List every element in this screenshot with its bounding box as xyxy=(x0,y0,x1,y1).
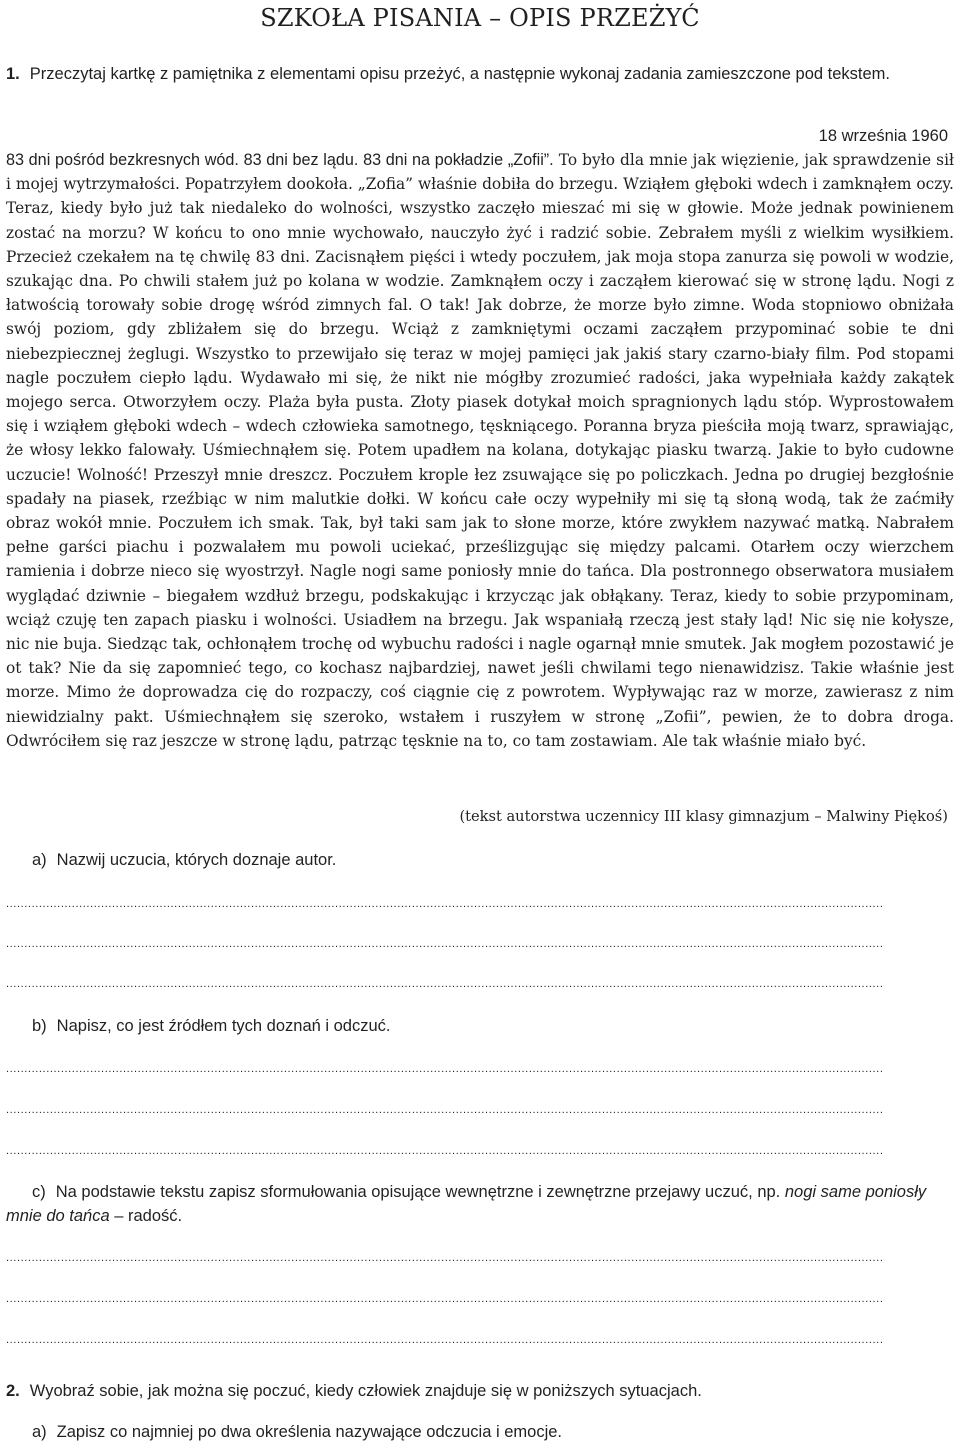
diary-sentence: Popatrzyłem dookoła. xyxy=(184,175,353,194)
task-text: Na podstawie tekstu zapisz sformułowania opisujące wewnętrzne i zewnętrzne przejawy uczuć, np. xyxy=(55,1183,781,1201)
diary-sentence: Może jednak powinienem zostać na morzu? xyxy=(6,199,954,242)
task-letter: c) xyxy=(32,1183,46,1201)
diary-sentence: Tak, był taki sam jak to słone morze, które zwykłem nazywać matką. xyxy=(320,514,870,533)
diary-sentence: Zamknąłem oczy i zacząłem kierować się w stronę lądu. xyxy=(450,272,897,291)
diary-sentence: W końcu to ono mnie wychowało, nauczyło żyć i radzić sobie. xyxy=(152,223,652,242)
diary-sentence: Jak dobrze, że morze było zimne. xyxy=(477,296,745,315)
diary-sentence: Nabrałem pełne garści piachu i pozwalałem mu powoli uciekać, prześlizgując się między palcami. xyxy=(6,514,954,557)
diary-sentence: Po chwili stałem już po kolana w wodzie. xyxy=(118,272,445,291)
exercise-2-instruction xyxy=(6,1379,946,1403)
diary-sentence: Wydawało mi się, że nikt nie mógłby zrozumieć radości, jaka wypełniała każdy zakątek mojego serca. xyxy=(6,368,954,412)
answer-line[interactable]: ................................................................................................................................................................................................................................................ xyxy=(6,899,884,909)
diary-sentence: Dla postronnego obserwatora musiałem wyglądać dziwnie – biegałem wzdłuż brzegu, podskakując i krzycząc jak obłąkany. xyxy=(6,562,954,605)
exercise-1-instruction xyxy=(6,62,946,86)
page-title: SZKOŁA PISANIA – OPIS PRZEŻYĆ xyxy=(260,4,700,32)
diary-sentence: Wyprostowałem się i wziąłem głęboki wdech – wdech człowieka samotnego, tęskniącego. xyxy=(6,393,954,436)
diary-sentence: Jakie to było cudowne uczucie! xyxy=(6,441,954,484)
task-letter: b) xyxy=(32,1017,47,1035)
author-note: (tekst autorstwa uczennicy III klasy gimnazjum – Malwiny Piękoś) xyxy=(459,808,948,825)
diary-sentence: Uśmiechnąłem się szeroko, wstałem i ruszyłem w stronę „Zofii”, pewien, że to dobra droga. xyxy=(164,707,954,726)
answer-line[interactable]: ................................................................................................................................................................................................................................................ xyxy=(6,979,884,989)
diary-sentence: Nogi z łatwością torowały sobie drogę wśród zimnych fal. xyxy=(6,272,954,315)
diary-sentence: Nagle nogi same poniosły mnie do tańca. xyxy=(309,562,635,581)
answer-line[interactable]: ................................................................................................................................................................................................................................................ xyxy=(6,1146,884,1156)
diary-sentence: Woda stopniowo obniżała swój poziom, gdy zbliżałem się do brzegu. xyxy=(6,296,954,339)
diary-sentence: Przecież czekałem na tę chwilę 83 dni. xyxy=(6,247,310,266)
diary-date: 18 września 1960 xyxy=(818,127,948,145)
diary-text xyxy=(6,148,954,753)
diary-sentence: Jak wspaniałą rzeczą jest stały ląd! xyxy=(513,610,794,629)
diary-sentence: Jedna po drugiej bezgłośnie spadały na piasek, rzeźbiąc w nim malutkie dołki. xyxy=(6,465,954,508)
task-b xyxy=(6,1014,954,1038)
diary-sentence: Wciąż z zamkniętymi oczami zacząłem przypominać sobie te dni niebezpiecznej żeglugi. xyxy=(6,320,954,363)
diary-sentence: 83 dni pośród bezkresnych wód. 83 dni bez lądu. 83 dni na pokładzie „Zofii”. xyxy=(6,151,554,169)
diary-sentence: Otworzyłem oczy. xyxy=(123,393,262,412)
diary-sentence: To było dla mnie jak więzienie, jak sprawdzenie sił i mojej wytrzymałości. xyxy=(6,151,954,194)
answer-line[interactable]: ................................................................................................................................................................................................................................................ xyxy=(6,1335,884,1345)
diary-sentence: Poczułem krople łez zsuwające się po policzkach. xyxy=(338,465,729,484)
diary-sentence: Usiadłem na brzegu. xyxy=(343,610,508,629)
answer-line[interactable]: ................................................................................................................................................................................................................................................ xyxy=(6,1253,884,1263)
diary-sentence: O tak! xyxy=(419,296,471,315)
task-a xyxy=(6,848,954,872)
diary-sentence: Wziąłem głęboki wdech i zamknąłem oczy. xyxy=(623,175,954,194)
task-c xyxy=(6,1180,954,1228)
answer-line[interactable]: ................................................................................................................................................................................................................................................ xyxy=(6,1064,884,1074)
diary-sentence: Wolność! xyxy=(77,465,149,484)
exercise-1-number: 1. xyxy=(6,65,20,83)
diary-sentence: Mimo że doprowadza cię do rozpaczy, coś ciągnie cię z powrotem. xyxy=(66,683,606,702)
diary-sentence: Nie da się zapomnieć tego, co kochasz najbardziej, nawet jeśli chwilami tego nienawidzisz. xyxy=(68,659,805,678)
exercise-2-text: Wyobraź sobie, jak można się poczuć, kiedy człowiek znajduje się w poniższych sytuacjach. xyxy=(29,1382,702,1400)
diary-sentence: Teraz, kiedy to sobie przypominam, wciąż czuję ten zapach piasku i wolności. xyxy=(6,586,954,629)
diary-sentence: Przeszył mnie dreszcz. xyxy=(153,465,333,484)
task-text: Zapisz co najmniej po dwa określenia nazywające odczucia i emocje. xyxy=(56,1423,563,1441)
diary-sentence: Poczułem ich smak. xyxy=(158,514,315,533)
diary-sentence: „Zofia” właśnie dobiła do brzegu. xyxy=(357,175,619,194)
task-example: nogi same poniosły mnie do tańca xyxy=(6,1183,927,1225)
task-text: Nazwij uczucia, których doznaje autor. xyxy=(56,851,337,869)
diary-sentence: Wypływając raz w morze, zawierasz z nim niewidzialny pakt. xyxy=(6,683,954,726)
diary-sentence: Zacisnąłem pięści i wtedy poczułem, jak moja stopa zanurza się powoli w wodzie, szukając dna. xyxy=(6,247,955,291)
answer-line[interactable]: ................................................................................................................................................................................................................................................ xyxy=(6,1294,884,1304)
exercise-2-number: 2. xyxy=(6,1382,20,1400)
answer-line[interactable]: ................................................................................................................................................................................................................................................ xyxy=(6,1105,884,1115)
task-letter: a) xyxy=(32,851,47,869)
diary-sentence: W końcu całe oczy wypełniły mi się tą słoną wodą, tak że zaćmiły obraz wokół mnie. xyxy=(6,489,954,533)
exercise-2-task-a xyxy=(6,1420,954,1444)
diary-sentence: Wszystko to przewijało się teraz w mojej pamięci jak jakiś stary czarno-biały film. xyxy=(195,344,851,363)
diary-sentence: Takie właśnie jest morze. xyxy=(6,659,954,702)
task-example-tail: – radość. xyxy=(114,1207,183,1225)
diary-sentence: Plaża była pusta. xyxy=(268,393,404,412)
diary-sentence: Pod stopami nagle poczułem ciepło lądu. xyxy=(6,344,954,387)
diary-sentence: Otarłem oczy wierzchem ramienia i dobrze nieco się wyostrzył. xyxy=(6,538,954,581)
diary-sentence: Nic się nie kołysze, nic nie buja. xyxy=(6,610,954,654)
diary-sentence: Ale tak właśnie miało być. xyxy=(662,731,867,750)
diary-sentence: Jak mogłem pozostawić je ot tak? xyxy=(6,635,954,678)
diary-sentence: Uśmiechnąłem się. xyxy=(202,441,352,460)
diary-sentence: Poranna bryza pieściła moją twarz, sprawiając, że włosy lekko falowały. xyxy=(6,417,954,460)
task-text: Napisz, co jest źródłem tych doznań i odczuć. xyxy=(56,1017,391,1035)
task-letter: a) xyxy=(32,1423,47,1441)
diary-sentence: Odwróciłem się raz jeszcze w stronę lądu, patrząc tęsknie na to, co tam zostawiam. xyxy=(6,731,658,750)
diary-sentence: Potem upadłem na kolana, dotykając piasku twarzą. xyxy=(357,441,772,460)
diary-sentence: Złoty piasek dotykał moich spragnionych lądu stóp. xyxy=(410,393,823,412)
exercise-1-text: Przeczytaj kartkę z pamiętnika z elementami opisu przeżyć, a następnie wykonaj zadania zamieszczone pod tekstem. xyxy=(29,65,891,83)
diary-sentence: Siedząc tak, ochłonąłem trochę od wybuchu radości i nagle ogarnął mnie smutek. xyxy=(107,635,747,654)
diary-sentence: Zebrałem myśli z wielkim wysiłkiem. xyxy=(658,223,954,242)
answer-line[interactable]: ................................................................................................................................................................................................................................................ xyxy=(6,939,884,949)
diary-sentence: Teraz, kiedy było już tak niedaleko do wolności, wszystko zaczęło mieszać mi się w głowie. xyxy=(6,199,744,218)
